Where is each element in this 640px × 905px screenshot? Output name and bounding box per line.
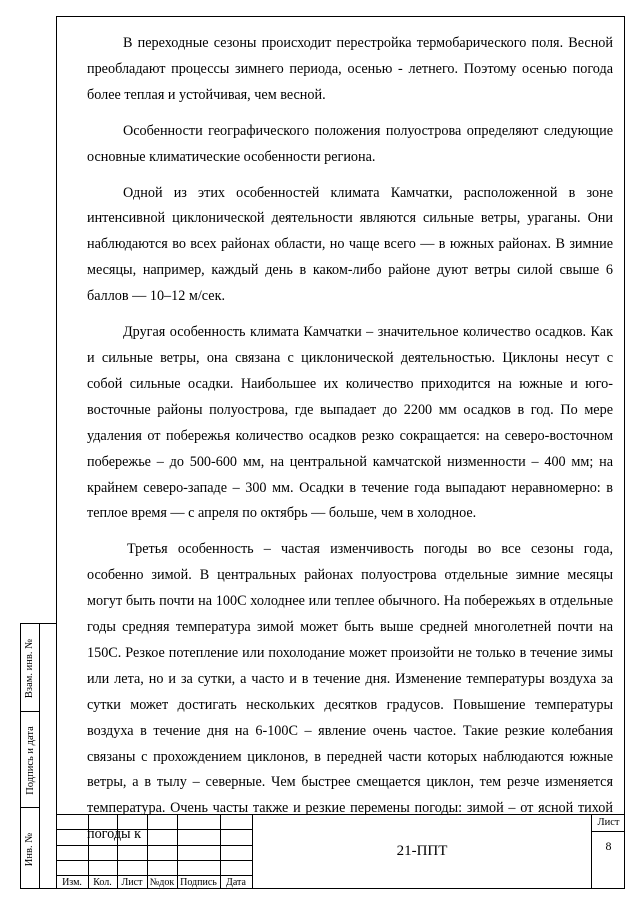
sheet-label: Лист <box>592 814 625 832</box>
header-data: Дата <box>226 876 246 888</box>
header-list: Лист <box>121 876 143 888</box>
sheet-number: 8 <box>605 838 612 853</box>
paragraph-features-intro: Особенности географического положения полуострова определяют следующие основные климатические особенности региона. <box>87 122 613 165</box>
side-label-replacement-inv: Взам. инв. № <box>24 638 36 698</box>
header-ndok: №док <box>149 876 175 888</box>
header-podpis: Подпись <box>180 876 217 888</box>
document-code: 21-ППТ <box>252 814 592 889</box>
title-block <box>56 814 625 889</box>
paragraph-seasons: В переходные сезоны происходит перестройка термобарического поля. Весной преобладают процессы зимнего периода, осенью - летнего. Поэтому осенью погода более теплая и устойчивая, чем весной. <box>87 35 613 103</box>
paragraph-precipitation: Другая особенность климата Камчатки – значительное количество осадков. Как и сильные ветры, она связана с циклонической деятельностью. Циклоны несут с собой сильные осадки. Наибольшее их количество приходится на южные и юго-восточные районы полуострова, где выпадает до 2200 мм осадков в год. По мере удаления от побережья количество осадков резко сокращается: на северо-восточном побережье – до 500-600 мм, на центральной камчатской низменности – 400 мм; на крайнем северо-западе – 300 мм. Осадки в течение года выпадают неравномерно: в теплое время — с апреля по октябрь — больше, чем в холодное. <box>87 324 613 522</box>
header-kol: Кол. <box>93 876 112 888</box>
side-label-signature-date: Подпись и дата <box>24 725 36 795</box>
side-label-inv-number: Инв. № <box>24 832 36 866</box>
revision-grid <box>56 814 252 889</box>
side-stamp <box>20 623 56 889</box>
body-text <box>87 31 613 848</box>
paragraph-winds: Одной из этих особенностей климата Камчатки, расположенной в зоне интенсивной циклонической деятельности являются сильные ветры, ураганы. Они наблюдаются во всех районах области, но чаще всего — в южных районах. В зимние месяцы, например, каждый день в каком-либо районе дуют ветры силой свыше 6 баллов — 10–12 м/сек. <box>87 184 613 305</box>
header-izm: Изм. <box>62 876 82 888</box>
paragraph-weather-variability: Третья особенность – частая изменчивость погоды во все сезоны года, особенно зимой. В центральных районах полуострова отдельные зимние месяцы могут быть почти на 100С холоднее или теплее обычного. На побережьях в отдельные годы средняя температура зимой может быть выше средней многолетней почти на 150С. Резкое потепление или похолодание может произойти не только в течение зимы или лета, но и за сутки, а часто и в течение дня. Изменение температуры воздуха за сутки может достигать нескольких десятков градусов. Повышение температуры воздуха в течение дня на 6-100С – явление очень частое. Такие резкие колебания связаны с прохождением циклонов, в передней части которых наблюдаются южные ветры, а в тылу – северные. Чем быстрее смещается циклон, тем резче изменяется температура. Очень часты также и резкие перемены погоды: зимой – от ясной тихой погоды к <box>87 541 613 843</box>
